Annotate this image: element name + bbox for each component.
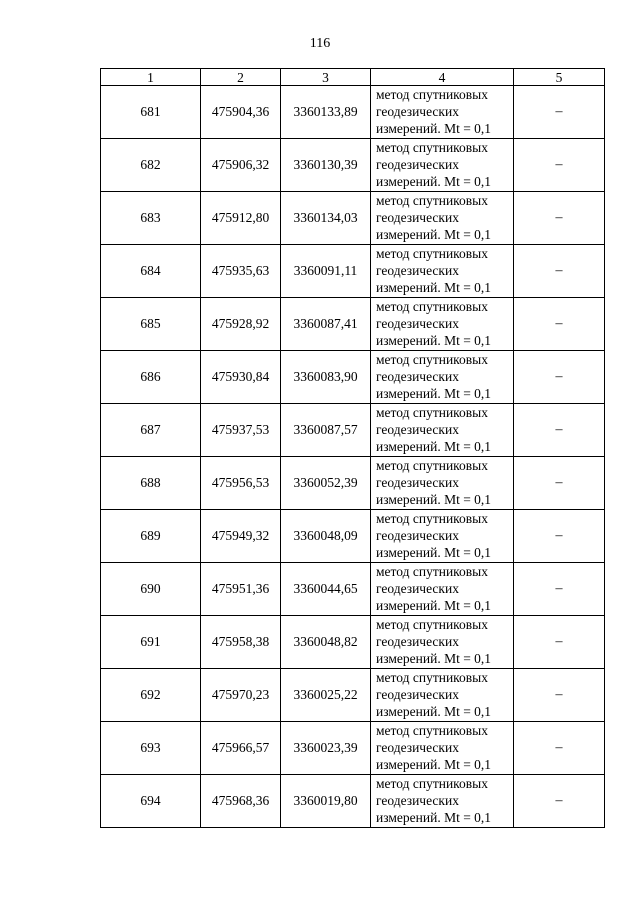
table-row <box>101 192 605 245</box>
x-coordinate-cell: 475912,80 <box>201 192 281 245</box>
method-cell <box>371 669 514 722</box>
note-cell: – <box>514 775 605 828</box>
method-cell <box>371 404 514 457</box>
point-number-cell: 689 <box>101 510 201 563</box>
method-line: геодезических <box>376 740 459 755</box>
method-line: геодезических <box>376 581 459 596</box>
method-line: измерений. Mt = 0,1 <box>376 545 492 560</box>
point-number-cell: 684 <box>101 245 201 298</box>
header-col-1: 1 <box>101 69 201 86</box>
x-coordinate-cell: 475966,57 <box>201 722 281 775</box>
y-coordinate-cell: 3360087,41 <box>281 298 371 351</box>
note-cell: – <box>514 139 605 192</box>
method-line: измерений. Mt = 0,1 <box>376 174 492 189</box>
method-line: геодезических <box>376 475 459 490</box>
table-row <box>101 404 605 457</box>
method-line: метод спутниковых <box>376 617 488 632</box>
method-line: измерений. Mt = 0,1 <box>376 333 492 348</box>
method-line: метод спутниковых <box>376 511 488 526</box>
method-cell <box>371 245 514 298</box>
method-line: измерений. Mt = 0,1 <box>376 492 492 507</box>
note-cell: – <box>514 563 605 616</box>
y-coordinate-cell: 3360133,89 <box>281 86 371 139</box>
note-cell: – <box>514 722 605 775</box>
method-line: измерений. Mt = 0,1 <box>376 121 492 136</box>
note-cell: – <box>514 457 605 510</box>
method-line: измерений. Mt = 0,1 <box>376 227 492 242</box>
table-row <box>101 86 605 139</box>
note-cell: – <box>514 298 605 351</box>
header-col-2: 2 <box>201 69 281 86</box>
method-line: метод спутниковых <box>376 352 488 367</box>
method-line: геодезических <box>376 263 459 278</box>
point-number-cell: 690 <box>101 563 201 616</box>
table-body <box>101 86 605 828</box>
x-coordinate-cell: 475928,92 <box>201 298 281 351</box>
x-coordinate-cell: 475904,36 <box>201 86 281 139</box>
method-cell <box>371 510 514 563</box>
method-line: метод спутниковых <box>376 670 488 685</box>
method-line: измерений. Mt = 0,1 <box>376 280 492 295</box>
table-header <box>101 69 605 86</box>
x-coordinate-cell: 475958,38 <box>201 616 281 669</box>
x-coordinate-cell: 475970,23 <box>201 669 281 722</box>
method-line: геодезических <box>376 422 459 437</box>
point-number-cell: 685 <box>101 298 201 351</box>
method-line: метод спутниковых <box>376 87 488 102</box>
y-coordinate-cell: 3360044,65 <box>281 563 371 616</box>
x-coordinate-cell: 475968,36 <box>201 775 281 828</box>
header-col-3: 3 <box>281 69 371 86</box>
note-cell: – <box>514 245 605 298</box>
method-line: геодезических <box>376 157 459 172</box>
table-row <box>101 616 605 669</box>
y-coordinate-cell: 3360023,39 <box>281 722 371 775</box>
table-row <box>101 775 605 828</box>
header-col-4: 4 <box>371 69 514 86</box>
method-cell <box>371 298 514 351</box>
table-row <box>101 351 605 404</box>
y-coordinate-cell: 3360048,82 <box>281 616 371 669</box>
method-line: измерений. Mt = 0,1 <box>376 757 492 772</box>
y-coordinate-cell: 3360087,57 <box>281 404 371 457</box>
y-coordinate-cell: 3360048,09 <box>281 510 371 563</box>
method-line: геодезических <box>376 210 459 225</box>
method-line: метод спутниковых <box>376 246 488 261</box>
table-row <box>101 510 605 563</box>
page-number: 116 <box>309 36 331 51</box>
table-row <box>101 245 605 298</box>
x-coordinate-cell: 475937,53 <box>201 404 281 457</box>
note-cell: – <box>514 192 605 245</box>
table-row <box>101 139 605 192</box>
note-cell: – <box>514 510 605 563</box>
method-line: геодезических <box>376 687 459 702</box>
y-coordinate-cell: 3360134,03 <box>281 192 371 245</box>
y-coordinate-cell: 3360083,90 <box>281 351 371 404</box>
method-cell <box>371 457 514 510</box>
method-cell <box>371 351 514 404</box>
method-cell <box>371 775 514 828</box>
method-cell <box>371 722 514 775</box>
note-cell: – <box>514 86 605 139</box>
method-line: измерений. Mt = 0,1 <box>376 810 492 825</box>
point-number-cell: 694 <box>101 775 201 828</box>
point-number-cell: 683 <box>101 192 201 245</box>
point-number-cell: 682 <box>101 139 201 192</box>
method-line: измерений. Mt = 0,1 <box>376 439 492 454</box>
point-number-cell: 691 <box>101 616 201 669</box>
note-cell: – <box>514 669 605 722</box>
y-coordinate-cell: 3360019,80 <box>281 775 371 828</box>
method-line: метод спутниковых <box>376 193 488 208</box>
point-number-cell: 688 <box>101 457 201 510</box>
method-cell <box>371 139 514 192</box>
method-line: измерений. Mt = 0,1 <box>376 704 492 719</box>
y-coordinate-cell: 3360130,39 <box>281 139 371 192</box>
point-number-cell: 692 <box>101 669 201 722</box>
x-coordinate-cell: 475949,32 <box>201 510 281 563</box>
note-cell: – <box>514 351 605 404</box>
method-line: геодезических <box>376 104 459 119</box>
method-line: геодезических <box>376 528 459 543</box>
x-coordinate-cell: 475930,84 <box>201 351 281 404</box>
method-line: геодезических <box>376 634 459 649</box>
table-row <box>101 563 605 616</box>
note-cell: – <box>514 404 605 457</box>
point-number-cell: 693 <box>101 722 201 775</box>
method-line: геодезических <box>376 369 459 384</box>
y-coordinate-cell: 3360052,39 <box>281 457 371 510</box>
header-row <box>101 69 605 86</box>
method-line: геодезических <box>376 793 459 808</box>
table-row <box>101 457 605 510</box>
note-cell: – <box>514 616 605 669</box>
method-line: метод спутниковых <box>376 299 488 314</box>
method-line: метод спутниковых <box>376 140 488 155</box>
method-line: метод спутниковых <box>376 776 488 791</box>
point-number-cell: 681 <box>101 86 201 139</box>
x-coordinate-cell: 475956,53 <box>201 457 281 510</box>
coordinates-table <box>100 68 605 828</box>
x-coordinate-cell: 475906,32 <box>201 139 281 192</box>
point-number-cell: 687 <box>101 404 201 457</box>
method-line: измерений. Mt = 0,1 <box>376 598 492 613</box>
table-row <box>101 669 605 722</box>
x-coordinate-cell: 475935,63 <box>201 245 281 298</box>
method-line: метод спутниковых <box>376 458 488 473</box>
table-row <box>101 722 605 775</box>
header-col-5: 5 <box>514 69 605 86</box>
method-line: измерений. Mt = 0,1 <box>376 386 492 401</box>
method-line: измерений. Mt = 0,1 <box>376 651 492 666</box>
y-coordinate-cell: 3360025,22 <box>281 669 371 722</box>
method-cell <box>371 563 514 616</box>
method-cell <box>371 86 514 139</box>
method-line: метод спутниковых <box>376 564 488 579</box>
method-line: геодезических <box>376 316 459 331</box>
method-line: метод спутниковых <box>376 405 488 420</box>
method-cell <box>371 192 514 245</box>
x-coordinate-cell: 475951,36 <box>201 563 281 616</box>
method-cell <box>371 616 514 669</box>
method-line: метод спутниковых <box>376 723 488 738</box>
table-row <box>101 298 605 351</box>
point-number-cell: 686 <box>101 351 201 404</box>
y-coordinate-cell: 3360091,11 <box>281 245 371 298</box>
